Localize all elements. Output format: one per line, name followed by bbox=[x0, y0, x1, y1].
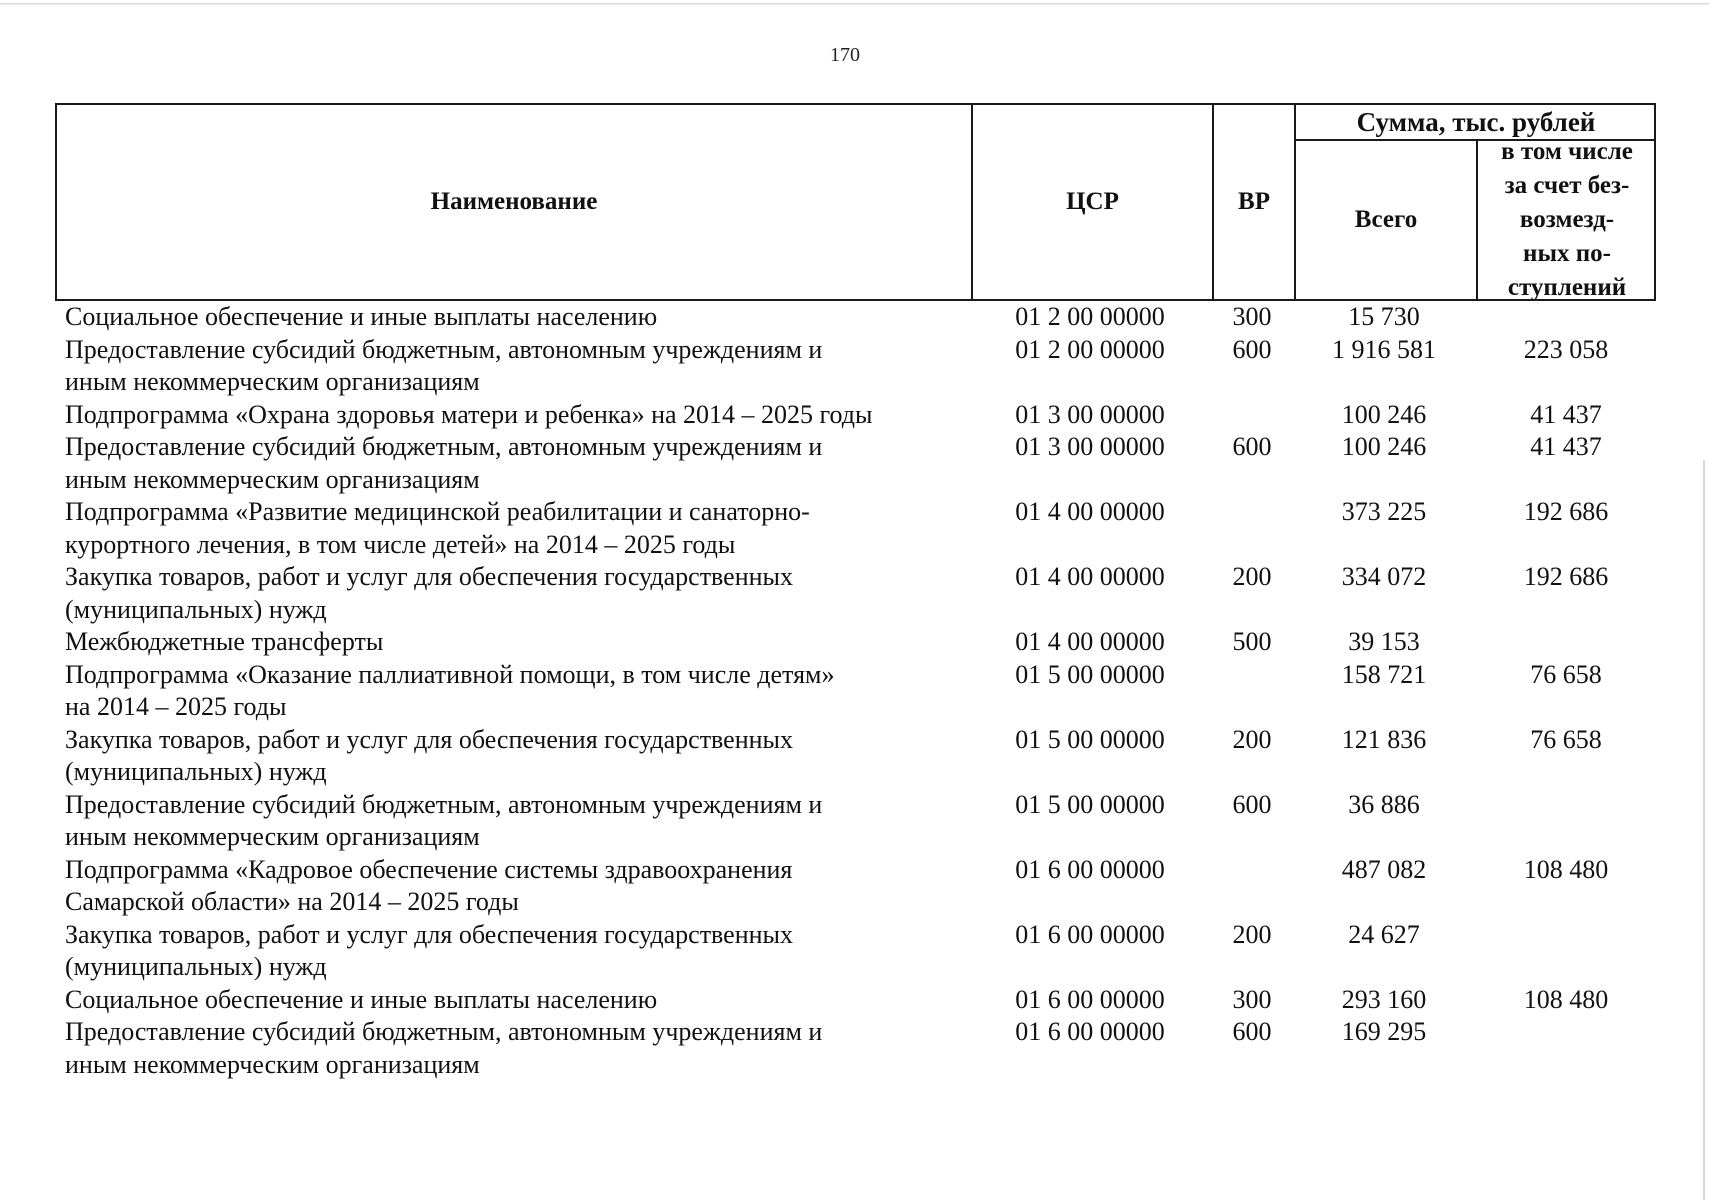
row-csr: 01 4 00 00000 bbox=[1015, 497, 1165, 526]
row-name-line: иным некоммерческим организациям bbox=[65, 367, 480, 396]
row-total: 487 082 bbox=[1341, 854, 1427, 884]
row-csr: 01 4 00 00000 bbox=[1015, 562, 1165, 591]
table-row bbox=[55, 561, 1656, 626]
row-free: 76 658 bbox=[1530, 659, 1602, 689]
row-name-line: иным некоммерческим организациям bbox=[65, 822, 480, 851]
row-total: 36 886 bbox=[1348, 789, 1420, 819]
row-vr: 200 bbox=[1232, 562, 1272, 591]
row-name-line: Подпрограмма «Охрана здоровья матери и ребенка» на 2014 – 2025 годы bbox=[65, 399, 873, 429]
row-name-line: Социальное обеспечение и иные выплаты населению bbox=[65, 302, 658, 331]
row-total: 169 295 bbox=[1341, 1017, 1427, 1046]
table-body bbox=[55, 301, 1656, 1081]
row-name-line: (муниципальных) нужд bbox=[65, 757, 327, 786]
table-row bbox=[55, 789, 1656, 854]
row-total: 121 836 bbox=[1341, 724, 1427, 754]
row-free: 108 480 bbox=[1523, 854, 1609, 884]
row-vr: 500 bbox=[1232, 627, 1272, 656]
row-free: 223 058 bbox=[1523, 334, 1609, 364]
row-name-line: Социальное обеспечение и иные выплаты населению bbox=[65, 984, 658, 1014]
table-row bbox=[55, 301, 1656, 334]
row-csr: 01 6 00 00000 bbox=[1015, 919, 1165, 949]
table-row bbox=[55, 334, 1656, 399]
header-free-line: ных по- bbox=[1523, 240, 1611, 267]
row-vr: 200 bbox=[1232, 919, 1272, 949]
row-csr: 01 6 00 00000 bbox=[1015, 984, 1165, 1014]
row-name-line: иным некоммерческим организациям bbox=[65, 464, 480, 494]
header-free-line: в том числе bbox=[1501, 138, 1633, 165]
row-total: 24 627 bbox=[1348, 919, 1420, 949]
row-name-line: курортного лечения, в том числе детей» на 2014 – 2025 годы bbox=[65, 529, 736, 559]
row-name-line: Предоставление субсидий бюджетным, автономным учреждениям и bbox=[65, 1017, 823, 1046]
row-total: 334 072 bbox=[1341, 562, 1427, 591]
row-csr: 01 3 00 00000 bbox=[1015, 399, 1165, 429]
row-name-line: (муниципальных) нужд bbox=[65, 952, 327, 981]
row-name-line: Самарской области» на 2014 – 2025 годы bbox=[65, 887, 519, 916]
header-free-line: за счет без- bbox=[1504, 172, 1630, 199]
table-row bbox=[55, 1016, 1656, 1081]
scan-edge-right bbox=[1703, 460, 1705, 1200]
row-name-line: Межбюджетные трансферты bbox=[65, 627, 384, 656]
row-name bbox=[65, 431, 970, 496]
row-csr: 01 6 00 00000 bbox=[1015, 854, 1165, 884]
row-name bbox=[65, 659, 970, 724]
row-vr: 200 bbox=[1232, 724, 1272, 754]
table-row bbox=[55, 496, 1656, 561]
row-name bbox=[65, 1016, 970, 1081]
page-number: 170 bbox=[830, 44, 860, 66]
row-csr: 01 5 00 00000 bbox=[1015, 724, 1165, 754]
row-total: 39 153 bbox=[1348, 627, 1420, 656]
row-vr: 600 bbox=[1232, 789, 1272, 819]
header-free-line: возмезд- bbox=[1519, 206, 1615, 233]
row-csr: 01 2 00 00000 bbox=[1015, 334, 1165, 364]
row-total: 373 225 bbox=[1341, 497, 1427, 526]
header-free-line: ступлений bbox=[1507, 274, 1627, 301]
table-header bbox=[55, 103, 1656, 301]
row-free: 192 686 bbox=[1523, 497, 1609, 526]
row-name bbox=[65, 496, 970, 561]
header-vr: ВР bbox=[1238, 188, 1270, 215]
header-csr: ЦСР bbox=[1066, 188, 1119, 215]
header-total: Всего bbox=[1354, 206, 1418, 233]
row-name-line: Подпрограмма «Развитие медицинской реабилитации и санаторно- bbox=[65, 497, 810, 526]
row-vr: 600 bbox=[1232, 334, 1272, 364]
row-name-line: иным некоммерческим организациям bbox=[65, 1049, 480, 1079]
row-name-line: Закупка товаров, работ и услуг для обеспечения государственных bbox=[65, 919, 794, 949]
table-row bbox=[55, 854, 1656, 919]
row-csr: 01 2 00 00000 bbox=[1015, 302, 1165, 331]
row-free: 192 686 bbox=[1523, 562, 1609, 591]
table-row bbox=[55, 919, 1656, 984]
row-name bbox=[65, 724, 970, 789]
row-name bbox=[65, 984, 970, 1017]
row-vr: 300 bbox=[1232, 302, 1272, 331]
row-name-line: Закупка товаров, работ и услуг для обеспечения государственных bbox=[65, 724, 794, 754]
table-row bbox=[55, 724, 1656, 789]
row-name-line: Закупка товаров, работ и услуг для обеспечения государственных bbox=[65, 562, 794, 591]
row-name-line: Предоставление субсидий бюджетным, автономным учреждениям и bbox=[65, 789, 823, 819]
header-free bbox=[1478, 138, 1656, 301]
row-csr: 01 5 00 00000 bbox=[1015, 789, 1165, 819]
row-name-line: Подпрограмма «Оказание паллиативной помощи, в том числе детям» bbox=[65, 659, 835, 689]
table-row bbox=[55, 431, 1656, 496]
header-name: Наименование bbox=[430, 188, 598, 215]
row-name-line: Подпрограмма «Кадровое обеспечение системы здравоохранения bbox=[65, 854, 793, 884]
row-vr: 600 bbox=[1232, 432, 1272, 461]
row-free: 76 658 bbox=[1530, 724, 1602, 754]
row-name bbox=[65, 626, 970, 659]
row-name-line: на 2014 – 2025 годы bbox=[65, 692, 287, 721]
row-name bbox=[65, 561, 970, 626]
row-name bbox=[65, 854, 970, 919]
table-row bbox=[55, 984, 1656, 1017]
row-free: 41 437 bbox=[1530, 399, 1602, 429]
table-row bbox=[55, 399, 1656, 432]
row-csr: 01 5 00 00000 bbox=[1015, 659, 1165, 689]
row-name-line: (муниципальных) нужд bbox=[65, 594, 327, 624]
row-vr: 300 bbox=[1232, 984, 1272, 1014]
table-row bbox=[55, 659, 1656, 724]
row-total: 158 721 bbox=[1341, 659, 1427, 689]
row-name bbox=[65, 399, 970, 432]
row-total: 1 916 581 bbox=[1332, 334, 1436, 364]
row-name-line: Предоставление субсидий бюджетным, автономным учреждениям и bbox=[65, 432, 823, 461]
row-free: 108 480 bbox=[1523, 984, 1609, 1014]
row-csr: 01 6 00 00000 bbox=[1015, 1017, 1165, 1046]
row-total: 100 246 bbox=[1341, 432, 1427, 461]
row-total: 293 160 bbox=[1341, 984, 1427, 1014]
row-name bbox=[65, 919, 970, 984]
row-name bbox=[65, 301, 970, 334]
row-csr: 01 3 00 00000 bbox=[1015, 432, 1165, 461]
row-name bbox=[65, 789, 970, 854]
scan-edge-top bbox=[0, 3, 1709, 5]
row-csr: 01 4 00 00000 bbox=[1015, 627, 1165, 656]
row-free: 41 437 bbox=[1530, 432, 1602, 461]
row-vr: 600 bbox=[1232, 1017, 1272, 1046]
header-sum-group: Сумма, тыс. рублей bbox=[1356, 107, 1596, 137]
row-name bbox=[65, 334, 970, 399]
row-total: 100 246 bbox=[1341, 399, 1427, 429]
row-total: 15 730 bbox=[1348, 302, 1420, 331]
row-name-line: Предоставление субсидий бюджетным, автономным учреждениям и bbox=[65, 334, 823, 364]
table-row bbox=[55, 626, 1656, 659]
